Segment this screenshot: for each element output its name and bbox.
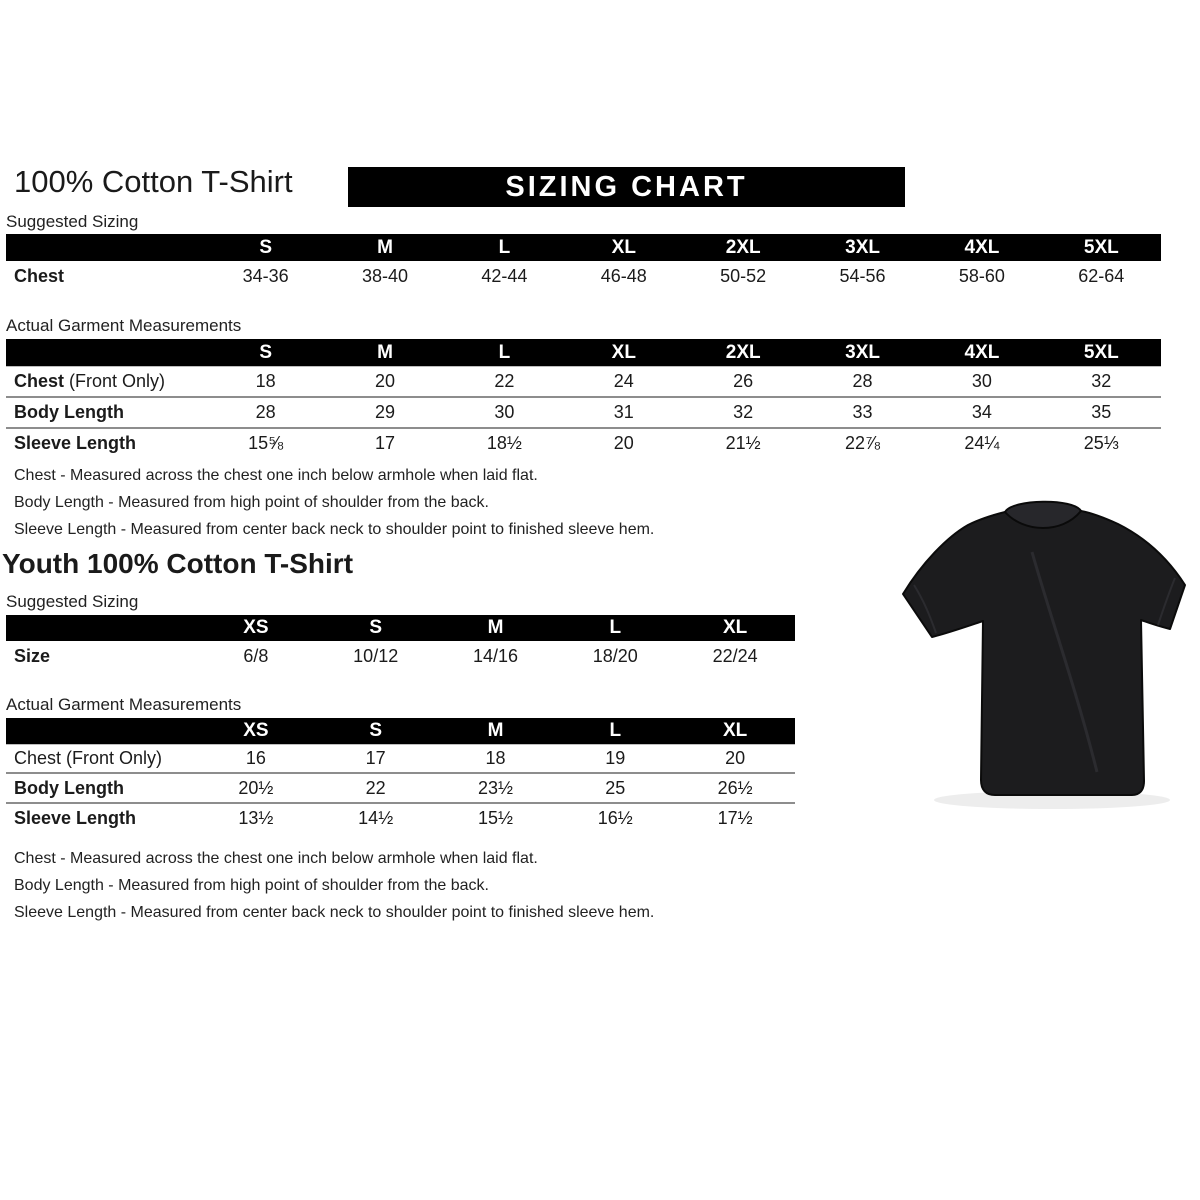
row-label: Sleeve Length bbox=[14, 433, 137, 453]
value-cell: 58-60 bbox=[958, 266, 1005, 286]
value-cell: 22 bbox=[365, 777, 386, 798]
value-cell: 20 bbox=[375, 371, 396, 391]
value-cell: 14½ bbox=[358, 807, 394, 828]
table-row-chest bbox=[6, 366, 1161, 396]
value-cell: 22 bbox=[494, 371, 515, 391]
value-cell: 18/20 bbox=[592, 646, 638, 666]
value-cell: 22/24 bbox=[712, 646, 758, 666]
value-cell: 18 bbox=[485, 748, 506, 768]
value-cell: 20 bbox=[613, 433, 634, 453]
value-cell: 13½ bbox=[238, 807, 274, 828]
value-cell: 28 bbox=[852, 371, 873, 391]
value-cell: 16 bbox=[245, 748, 266, 768]
value-cell: 42-44 bbox=[481, 266, 528, 286]
value-cell: 16½ bbox=[597, 807, 633, 828]
note-body-length: Body Length - Measured from high point of shoulder from the back. bbox=[14, 494, 489, 511]
header-cell: S bbox=[369, 617, 383, 638]
value-cell: 62-64 bbox=[1078, 266, 1125, 286]
value-cell: 54-56 bbox=[839, 266, 886, 286]
header-cell: S bbox=[259, 341, 273, 363]
header-cell: M bbox=[377, 236, 393, 258]
header-cell: L bbox=[609, 720, 622, 741]
note-body-length: Body Length - Measured from high point of shoulder from the back. bbox=[14, 877, 489, 894]
header-cell: XS bbox=[243, 617, 269, 638]
adult-suggested-sizing-label: Suggested Sizing bbox=[6, 212, 139, 231]
table-row-body-length bbox=[6, 772, 795, 802]
value-cell: 18 bbox=[255, 371, 276, 391]
youth-actual-measurements-table bbox=[6, 718, 795, 832]
table-row-size bbox=[6, 641, 795, 672]
header-cell: L bbox=[609, 617, 622, 638]
row-label bbox=[6, 371, 206, 392]
value-cell: 50-52 bbox=[720, 266, 767, 286]
row-label: Body Length bbox=[14, 402, 124, 422]
value-cell: 46-48 bbox=[600, 266, 647, 286]
value-cell: 24 bbox=[613, 371, 634, 391]
header-cell: XL bbox=[611, 341, 636, 363]
value-cell: 14/16 bbox=[472, 646, 519, 666]
value-cell: 22⅞ bbox=[845, 433, 881, 453]
value-cell: 20 bbox=[725, 748, 746, 768]
value-cell: 26 bbox=[733, 371, 754, 391]
header-cell: 5XL bbox=[1083, 236, 1119, 258]
value-cell: 34 bbox=[971, 402, 992, 422]
value-cell: 6/8 bbox=[243, 646, 269, 666]
page-title: 100% Cotton T-Shirt bbox=[14, 164, 293, 199]
value-cell: 32 bbox=[733, 402, 754, 422]
header-cell: XL bbox=[722, 617, 748, 638]
table-header-row bbox=[6, 718, 795, 744]
header-cell: M bbox=[487, 617, 504, 638]
header-cell: XL bbox=[611, 236, 636, 258]
value-cell: 38-40 bbox=[362, 266, 409, 286]
black-tshirt-photo bbox=[892, 482, 1196, 816]
header-cell: S bbox=[259, 236, 273, 258]
value-cell: 23½ bbox=[477, 777, 514, 798]
row-label-main: Chest bbox=[14, 371, 65, 391]
value-cell: 29 bbox=[375, 402, 396, 422]
value-cell: 20½ bbox=[238, 777, 274, 798]
value-cell: 25 bbox=[605, 777, 626, 798]
youth-suggested-sizing-table bbox=[6, 615, 795, 672]
adult-measurement-notes bbox=[14, 462, 654, 543]
value-cell: 26½ bbox=[717, 777, 753, 798]
row-label: Chest (Front Only) bbox=[14, 748, 163, 768]
value-cell: 32 bbox=[1091, 371, 1112, 391]
value-cell: 30 bbox=[494, 402, 515, 422]
header-cell: 4XL bbox=[964, 236, 1000, 258]
youth-suggested-sizing-label: Suggested Sizing bbox=[6, 592, 139, 611]
value-cell: 33 bbox=[852, 402, 873, 422]
row-label: Body Length bbox=[14, 777, 124, 798]
table-row-sleeve-length bbox=[6, 802, 795, 832]
header-cell: L bbox=[498, 236, 511, 258]
header-cell: 2XL bbox=[725, 341, 761, 363]
table-row-body-length bbox=[6, 396, 1161, 427]
note-chest: Chest - Measured across the chest one inch below armhole when laid flat. bbox=[14, 467, 538, 484]
table-header-row bbox=[6, 339, 1161, 366]
value-cell: 31 bbox=[613, 402, 634, 422]
row-label: Size bbox=[14, 646, 51, 666]
header-cell: 2XL bbox=[725, 236, 761, 258]
value-cell: 25⅓ bbox=[1083, 433, 1119, 453]
header-cell: 3XL bbox=[845, 236, 880, 258]
value-cell: 24¼ bbox=[964, 433, 1000, 453]
value-cell: 18½ bbox=[486, 433, 522, 453]
value-cell: 15½ bbox=[477, 807, 514, 828]
header-cell: S bbox=[369, 720, 383, 741]
header-cell: M bbox=[487, 720, 504, 741]
row-label-suffix: (Front Only) bbox=[64, 371, 166, 391]
table-row-sleeve-length bbox=[6, 427, 1161, 458]
note-sleeve-length: Sleeve Length - Measured from center back neck to shoulder point to finished sleeve hem. bbox=[14, 904, 655, 921]
value-cell: 17½ bbox=[717, 807, 753, 828]
note-sleeve-length: Sleeve Length - Measured from center back neck to shoulder point to finished sleeve hem. bbox=[14, 521, 655, 538]
youth-measurement-notes bbox=[14, 845, 654, 926]
header-cell: L bbox=[498, 341, 511, 363]
row-label: Chest bbox=[14, 266, 65, 286]
adult-actual-measurements-label: Actual Garment Measurements bbox=[6, 316, 242, 335]
value-cell: 10/12 bbox=[353, 646, 399, 666]
adult-actual-measurements-table bbox=[6, 339, 1161, 458]
value-cell: 28 bbox=[255, 402, 276, 422]
table-row bbox=[6, 261, 1161, 292]
value-cell: 19 bbox=[605, 748, 626, 768]
header-cell: 5XL bbox=[1083, 341, 1119, 363]
table-header-row bbox=[6, 615, 795, 641]
table-row-chest bbox=[6, 744, 795, 772]
value-cell: 15⅝ bbox=[248, 433, 284, 453]
table-header-row bbox=[6, 234, 1161, 261]
header-cell: 4XL bbox=[964, 341, 1000, 363]
tshirt-silhouette bbox=[903, 511, 1185, 795]
header-cell: M bbox=[377, 341, 393, 363]
header-cell: XS bbox=[243, 720, 269, 741]
youth-title: Youth 100% Cotton T-Shirt bbox=[2, 548, 354, 579]
youth-actual-measurements-label: Actual Garment Measurements bbox=[6, 695, 242, 714]
adult-suggested-sizing-table bbox=[6, 234, 1161, 292]
header-cell: 3XL bbox=[845, 341, 880, 363]
row-label: Sleeve Length bbox=[14, 807, 137, 828]
value-cell: 21½ bbox=[725, 433, 761, 453]
value-cell: 17 bbox=[375, 433, 396, 453]
value-cell: 30 bbox=[971, 371, 992, 391]
sizing-chart-banner: SIZING CHART bbox=[348, 167, 905, 207]
header-cell: XL bbox=[722, 720, 748, 741]
note-chest: Chest - Measured across the chest one inch below armhole when laid flat. bbox=[14, 850, 538, 867]
value-cell: 17 bbox=[365, 748, 386, 768]
value-cell: 34-36 bbox=[242, 266, 289, 286]
value-cell: 35 bbox=[1091, 402, 1112, 422]
